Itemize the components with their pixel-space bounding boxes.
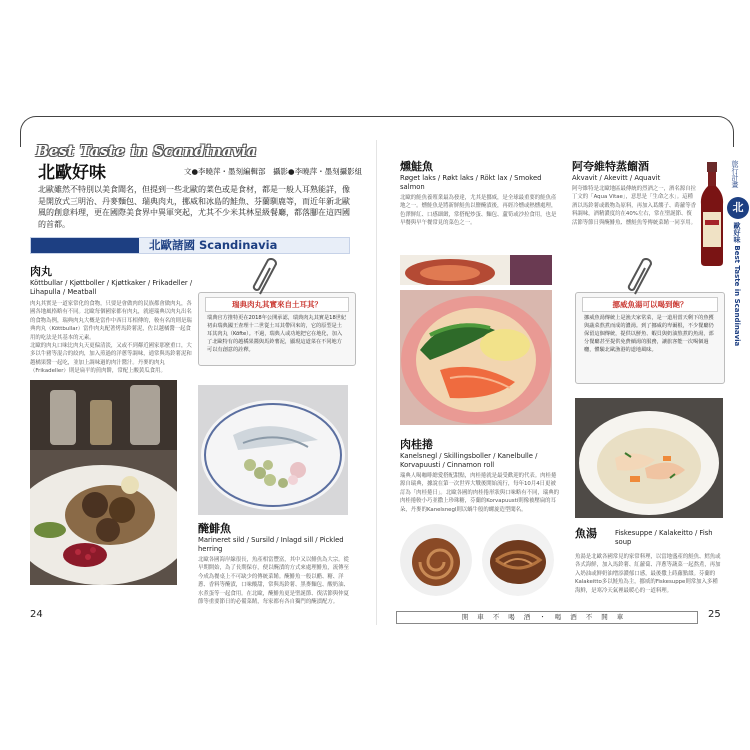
side-tab-marker: 北 — [727, 197, 749, 219]
note-fish-soup — [575, 292, 725, 384]
meatball-title: 肉丸 — [30, 265, 52, 278]
side-tab — [730, 160, 740, 188]
cinnamon-title: 肉桂捲 — [400, 438, 433, 451]
aquavit-bottle-photo — [698, 162, 726, 267]
note-right-title: 挪威魚湯可以喝到飽？ — [582, 297, 718, 312]
page-number-left: 24 — [30, 609, 43, 620]
aquavit-title: 阿夸維特蒸餾酒 — [572, 160, 649, 173]
salmon-body: 北歐的鮭魚養殖業最為發達，尤其是挪威，是全球最重要的鮭魚產地之一。燻鮭魚是將新鮮鮭魚以鹽醃漬後，再經冷燻或熱燻處理，色澤鮮紅、口感細緻，常搭配炒蛋、麵包、蘆筍或沙拉食用，也是早餐與早午餐常見的菜色之一。 — [400, 195, 557, 227]
paperclip-icon — [250, 258, 284, 302]
meatball-body: 肉丸其實是一道家常化的食物，只要是會做肉的民族都會做肉丸，各國各地風格略有不同。北歐每個國家都有肉丸，就連瑞典以肉丸出名的食物為例，瑞典肉丸大概是當作中西日耳相傳的，較有名的則是瑞典肉丸（Köttbullar）當作肉丸配著烤馬鈴薯泥，佐以越橘醬一起食用的吃法是其基本的元素。 北歐的肉丸口味比肉丸天更偏清淡，又或不到鄰近國家那麼重口，大多以牛豬等混合的絞肉，加入煎過的洋蔥等調味，通常與馬鈴薯泥和越橘果醬一起吃，並加上調味過的肉汁醬汁。丹麥的肉丸（Frikadeller）則是扁平的煎肉餅，常配上酸黃瓜食用。 — [30, 301, 192, 375]
herring-subtitle: Marineret sild / Sursild / Inlagd sill / Pickled herring — [198, 536, 344, 553]
herring-title: 醃鯡魚 — [198, 522, 231, 535]
herring-photo — [198, 385, 348, 515]
cinnamon-subtitle: Kanelsnegl / Skillingsboller / Kanelbulle / Korvapuusti / Cinnamon roll — [400, 452, 538, 469]
note-left-body: 瑞典官方推特更在2018年公開承認，瑞典肉丸其實是18世紀初由瑞典國王查理十二世從土耳其帶回來的，它的原型是土耳其肉丸（Köfte）。不過，瑞典人或功地把它在地化，加入了北歐特有的越橘果醬與馬鈴薯泥，顯現這道菜在不同地方可以有創意的詮釋。 — [207, 315, 347, 353]
note-left-title: 瑞典肉丸其實來自土耳其？ — [205, 297, 349, 312]
herring-section — [198, 520, 354, 606]
cinnamon-body: 瑞典人喝咖啡總愛搭配甜點，肉桂捲就是最受歡迎的代表。肉桂捲源自瑞典，據說在第一次世界大戰後開始流行，每年10月4日更被訂為「肉桂捲日」。北歐各國的肉桂捲形狀與口味略有不同，瑞典的肉桂捲較小巧並撒上珍珠糖，芬蘭的Korvapuusti則像被壓扁的耳朵，丹麥的Kanelsnegl則以蝸牛般的螺旋造型聞名。 — [400, 473, 560, 513]
aquavit-section — [572, 158, 698, 273]
page-number-right: 25 — [708, 609, 721, 620]
note-turkish-origin — [198, 292, 356, 366]
paperclip-icon — [625, 258, 659, 302]
credits: 文●李曉萍・墨刻編輯部 攝影●李曉萍・墨刻攝影組 — [184, 167, 363, 176]
page-gutter — [376, 140, 377, 625]
page-title: 北歐好味 — [38, 163, 106, 183]
salmon-photo — [400, 290, 552, 425]
meatball-section — [30, 263, 195, 380]
cinnamon-roll-photo-1 — [400, 524, 472, 596]
salmon-title: 燻鮭魚 — [400, 160, 433, 173]
region-bar-label: 北歐諸國 Scandinavia — [149, 238, 278, 252]
note-right-body: 挪威魚湯傳統上是漁夫家常菜，是一道用當天剩下的魚獲與蔬菜熬煮而成的濃湯。到了挪威的卑爾根，不少餐廳仍保留這個傳統，提供以鮮魚、蝦貝與奶油熬煮的魚湯，部分餐廳甚至提供免費續湯的服務，讓旅客能一次喝個過癮，體驗北歐漁港的道地風味。 — [584, 315, 714, 353]
fish-soup-photo — [575, 398, 723, 518]
salmon-section — [400, 158, 560, 252]
salmon-photo-top — [400, 255, 552, 285]
side-tab-label: 歐好味 Best Taste in Scandinavia — [733, 222, 741, 347]
herring-body: 北歐各國海岸線很長，魚產相當豐富，其中又以鯡魚為大宗。從早期開始，為了長期保存，便以醃漬的方式來處理鯡魚，流傳至今成為餐桌上不可缺少的傳統菜餚。醃鯡魚一般以醋、糖、洋蔥、香料等醃漬，口味酸甜，常與馬鈴薯、黑麥麵包、酸奶油、水煮蛋等一起食用。在北歐，醃鯡魚更是聖誕節、復活節與仲夏節等重要節日的必備菜餚，每家都有各自獨門的醃漬配方。 — [198, 557, 349, 606]
fish-soup-body: 魚湯是北歐各國常見的家常料理，以當地盛產的鮭魚、鱈魚或各式海鮮，加入馬鈴薯、紅蘿蔔、洋蔥等蔬菜一起熬煮，再加入奶油或鮮奶油增添濃郁口感，最後撒上蒔蘿點綴。芬蘭的Kalakeitto多以鮭魚為主，挪威的Fiskesuppe則常加入多種海鮮，是寒冷天氣裡最暖心的一道料理。 — [575, 554, 721, 594]
intro-paragraph: 北歐雖然不特別以美食聞名，但提到一些北歐的菜色或是食材，都是一般人耳熟能詳，像是開放式三明治、丹麥麵包、瑞典肉丸，挪威和冰島的鮭魚、芬蘭馴鹿等，而近年新北歐風的創意料理，更在國際美食界中異軍突起，尤其不少米其林星級餐廳，都落腳在這四國的首都。 — [38, 185, 350, 229]
cinnamon-roll-photo-2 — [482, 524, 554, 596]
fish-soup-title: 魚湯 — [575, 527, 597, 540]
meatball-photo — [30, 380, 177, 585]
aquavit-subtitle: Akvavit / Akevitt / Aquavit — [572, 174, 661, 182]
salmon-subtitle: Røget laks / Røkt laks / Rökt lax / Smoked salmon — [400, 174, 542, 191]
footer-slogan: 開車不喝酒・喝酒不開車 — [396, 611, 698, 624]
series-title: Best Taste in Scandinavia — [36, 142, 257, 160]
region-bar — [30, 237, 350, 254]
side-tab-category: 旅行計畫 — [731, 160, 739, 188]
fish-soup-subtitle: Fiskesuppe / Kalakeitto / Fish soup — [615, 529, 713, 546]
meatball-subtitle: Köttbullar / Kjøttboller / Kjøttkaker / Frikadeller / Lihapulla / Meatball — [30, 279, 193, 296]
aquavit-body: 阿夸維特是北歐地區最傳統的烈酒之一，酒名源自拉丁文的「Aqua Vitae」，意思是「生命之水」。這種酒以馬鈴薯或穀物為原料，再加入葛縷子、蒔蘿等香料調味，酒精濃度約在40%左右，常在聖誕節、復活節等節日與醃鯡魚、燻鮭魚等傳統菜餚一同享用。 — [572, 186, 696, 226]
region-bar-accent — [31, 238, 139, 253]
fish-soup-section — [575, 525, 723, 605]
